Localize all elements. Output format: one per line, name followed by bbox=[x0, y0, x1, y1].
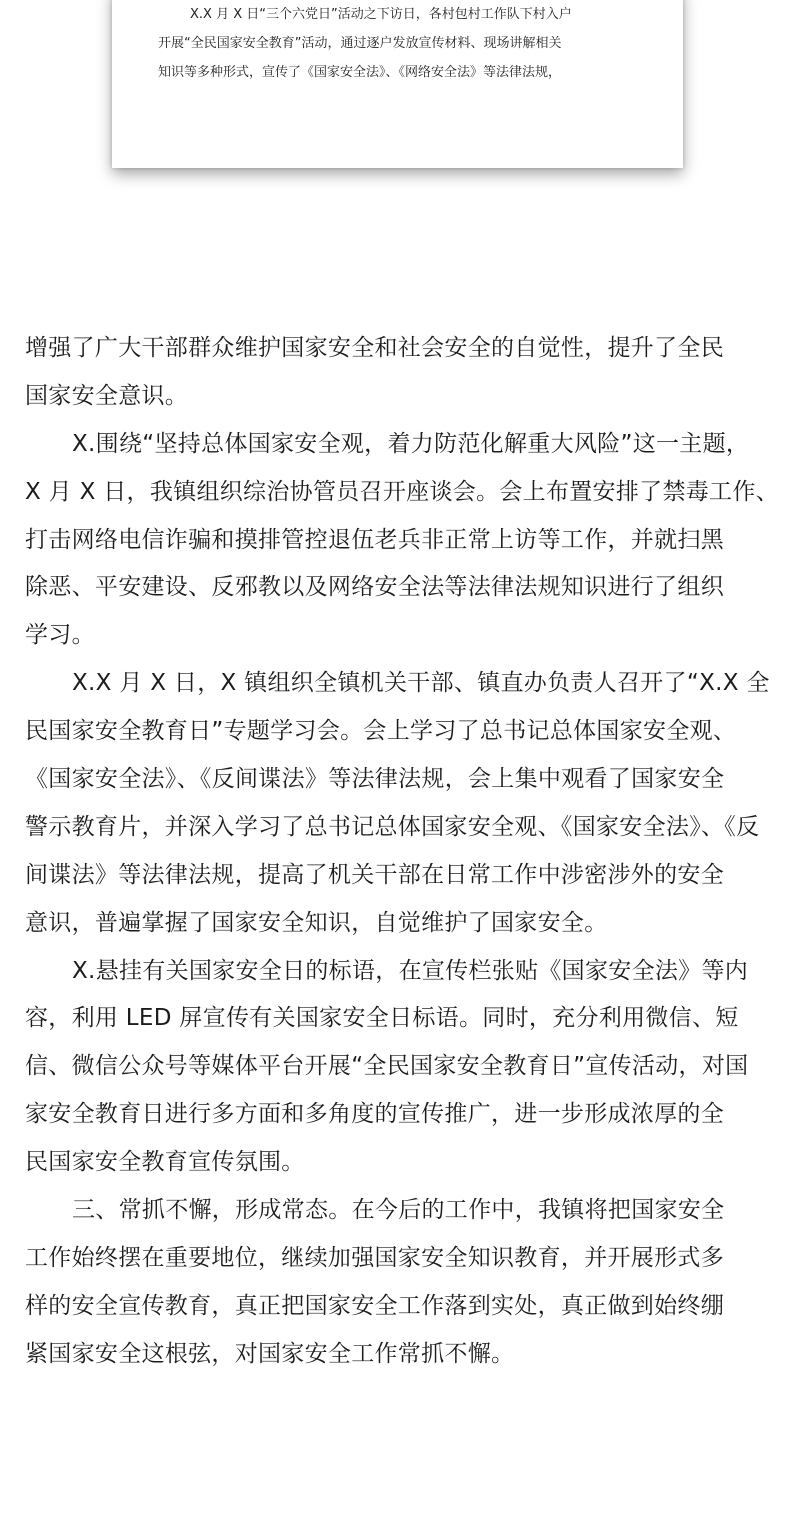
body-line: 容，利用 LED 屏宣传有关国家安全日标语。同时，充分利用微信、短 bbox=[25, 1005, 739, 1032]
body-line: X 月 X 日，我镇组织综治协管员召开座谈会。会上布置安排了禁毒工作、 bbox=[25, 478, 779, 505]
paragraph-start-line: X.X 月 X 日，X 镇组织全镇机关干部、镇直办负责人召开了“X.X 全 bbox=[72, 670, 770, 697]
body-line: 民国家安全教育宣传氛围。 bbox=[25, 1149, 305, 1176]
paragraph-start-line: X.围绕“坚持总体国家安全观，着力防范化解重大风险”这一主题， bbox=[72, 430, 750, 457]
document-body bbox=[25, 325, 777, 1379]
body-line: 间谍法》等法律法规，提高了机关干部在日常工作中涉密涉外的安全 bbox=[25, 861, 724, 888]
body-line: 紧国家安全这根弦，对国家安全工作常抓不懈。 bbox=[25, 1340, 515, 1367]
body-line: 信、微信公众号等媒体平台开展“全民国家安全教育日”宣传活动，对国 bbox=[25, 1053, 749, 1080]
body-line: 打击网络电信诈骗和摸排管控退伍老兵非正常上访等工作，并就扫黑 bbox=[25, 526, 724, 553]
body-line: 国家安全意识。 bbox=[25, 382, 189, 409]
body-line: 《国家安全法》、《反间谍法》等法律法规，会上集中观看了国家安全 bbox=[25, 766, 725, 793]
preview-line-1: X.X 月 X 日“三个六党日”活动之下访日，各村包村工作队下村入户 bbox=[190, 7, 572, 22]
body-line: 样的安全宣传教育，真正把国家安全工作落到实处，真正做到始终绷 bbox=[25, 1292, 724, 1319]
body-line: 增强了广大干部群众维护国家安全和社会安全的自觉性，提升了全民 bbox=[25, 335, 724, 361]
body-line: 家安全教育日进行多方面和多角度的宣传推广，进一步形成浓厚的全 bbox=[25, 1101, 724, 1128]
body-line: 工作始终摆在重要地位，继续加强国家安全知识教育，并开展形式多 bbox=[25, 1244, 724, 1271]
body-line: 学习。 bbox=[25, 622, 95, 649]
preview-line-3: 知识等多种形式，宣传了《国家安全法》、《网络安全法》等法律法规， bbox=[158, 65, 562, 80]
body-line: 民国家安全教育日”专题学习会。会上学习了总书记总体国家安全观、 bbox=[25, 718, 737, 745]
body-line: 除恶、平安建设、反邪教以及网络安全法等法律法规知识进行了组织 bbox=[25, 574, 724, 601]
paragraph-start-line: 三、常抓不懈，形成常态。在今后的工作中，我镇将把国家安全 bbox=[72, 1197, 725, 1224]
body-line: 意识，普遍掌握了国家安全知识，自觉维护了国家安全。 bbox=[25, 909, 608, 936]
document-preview-card bbox=[112, 0, 683, 168]
body-line: 警示教育片，并深入学习了总书记总体国家安全观、《国家安全法》、《反 bbox=[25, 813, 760, 840]
paragraph-start-line: X.悬挂有关国家安全日的标语，在宣传栏张贴《国家安全法》等内 bbox=[72, 957, 749, 984]
preview-line-2: 开展“全民国家安全教育”活动，通过逐户发放宣传材料、现场讲解相关 bbox=[158, 36, 562, 51]
